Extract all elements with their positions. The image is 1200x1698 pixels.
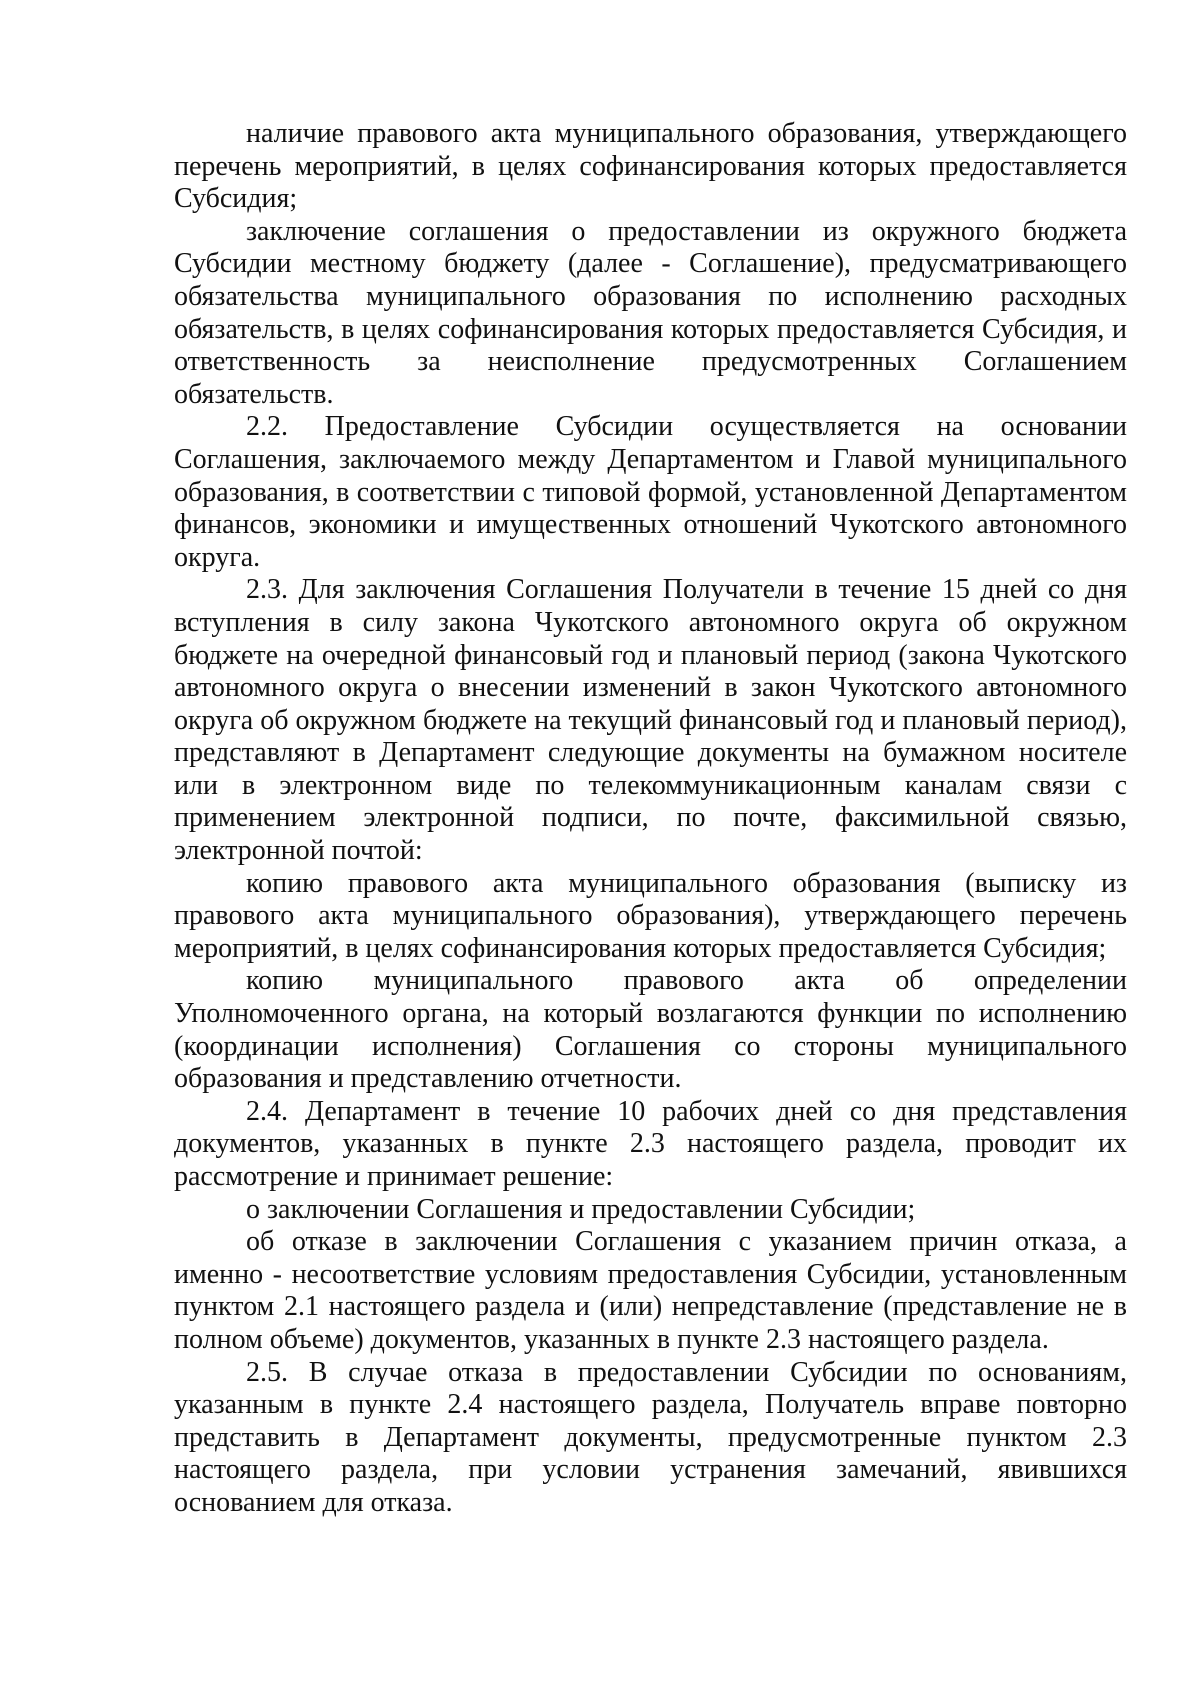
document-body bbox=[174, 118, 1127, 1520]
paragraph-act-requirement: наличие правового акта муниципального образования, утверждающего перечень мероприятий, в целях софинансирования которых предоставляется Субсидия; bbox=[174, 118, 1127, 215]
paragraph-act-copy: копию правового акта муниципального образования (выписку из правового акта муниципального образования), утверждающего перечень мероприятий, в целях софинансирования которых предоставляется Субсидия; bbox=[174, 867, 1127, 964]
paragraph-decision-refuse: об отказе в заключении Соглашения с указанием причин отказа, а именно - несоответствие условиям предоставления Субсидии, установленным пунктом 2.1 настоящего раздела и (или) непредставление (представление не в полном объеме) документов, указанных в пункте 2.3 настоящего раздела. bbox=[174, 1226, 1127, 1355]
paragraph-2-5: 2.5. В случае отказа в предоставлении Субсидии по основаниям, указанным в пункте 2.4 настоящего раздела, Получатель вправе повторно представить в Департамент документы, предусмотренные пунктом 2.3 настоящего раздела, при условии устранения замечаний, явившихся основанием для отказа. bbox=[174, 1356, 1127, 1518]
paragraph-2-3: 2.3. Для заключения Соглашения Получатели в течение 15 дней со дня вступления в силу закона Чукотского автономного округа об окружном бюджете на очередной финансовый год и плановый период (закона Чукотского автономного округа о внесении изменений в закон Чукотского автономного округа об окружном бюджете на текущий финансовый год и плановый период), представляют в Департамент следующие документы на бумажном носителе или в электронном виде по телекоммуникационным каналам связи с применением электронной подписи, по почте, факсимильной связью, электронной почтой: bbox=[174, 574, 1127, 867]
paragraph-agreement-requirement: заключение соглашения о предоставлении из окружного бюджета Субсидии местному бюджету (далее - Соглашение), предусматривающего обязательства муниципального образования по исполнению расходных обязательств, в целях софинансирования которых предоставляется Субсидия, и ответственность за неисполнение предусмотренных Соглашением обязательств. bbox=[174, 215, 1127, 410]
paragraph-authorized-body-copy: копию муниципального правового акта об определении Уполномоченного органа, на который возлагаются функции по исполнению (координации исполнения) Соглашения со стороны муниципального образования и представлению отчетности. bbox=[174, 965, 1127, 1095]
paragraph-2-2: 2.2. Предоставление Субсидии осуществляется на основании Соглашения, заключаемого между Департаментом и Главой муниципального образования, в соответствии с типовой формой, установленной Департаментом финансов, экономики и имущественных отношений Чукотского автономного округа. bbox=[174, 411, 1127, 573]
paragraph-decision-approve: о заключении Соглашения и предоставлении Субсидии; bbox=[246, 1193, 916, 1225]
paragraph-2-4: 2.4. Департамент в течение 10 рабочих дней со дня представления документов, указанных в пункте 2.3 настоящего раздела, проводит их рассмотрение и принимает решение: bbox=[174, 1095, 1127, 1192]
